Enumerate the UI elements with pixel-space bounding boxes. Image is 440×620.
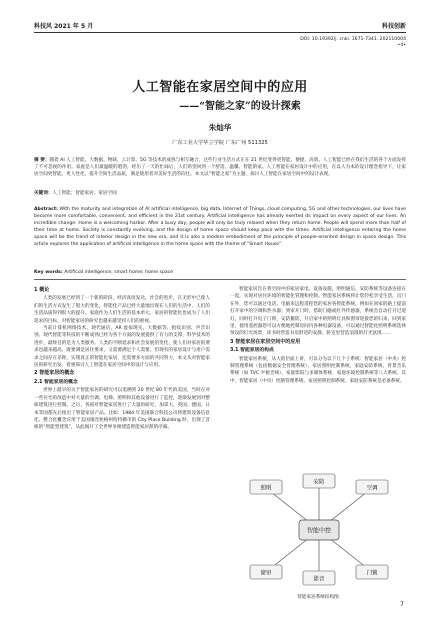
- keywords-text: 人工智能；智能家居；家居空间: [52, 191, 117, 196]
- figure-caption: 智能家居系统结构图: [297, 595, 339, 600]
- device-label: 门锁: [366, 570, 378, 577]
- section-heading: 1 概论: [34, 287, 50, 293]
- abstract-rule: [34, 279, 406, 280]
- running-header: [34, 19, 406, 31]
- author: 朱灿华: [208, 123, 232, 132]
- affiliation: 广东工业大学华立学院 广东广州 511325: [172, 140, 268, 146]
- device-label: 窗帘: [260, 570, 272, 577]
- paragraph: 人类的发展已经到了一个新的阶段，经济高度发达，社会的进步，在无形中已使人们的生活方式发生了很大的变化，智能化产品已经大量地出现在人们的生活中，人们的生活品质得到很大的提升。家庭作为人们生活的基本单元，家居的智能化也成为了人们追求的目标，对智能家居的研究也越来越受到人们的重视。: [34, 296, 210, 324]
- paragraph: 世界上最早的关于智能家居的研究可以追溯到 20 世纪 80 年代的美国，当时在对一些住宅的改造中对大量的空调、电梯、照明和其他设备进行了监控，逐渐发展到对整栋建筑进行控制。之后，各国对智能家居进行了大量的研究，加拿大、英国、德国、日本等国都先后推出了智能家居产品。比如：1984 年美国联合科技公司将建筑设备信息化、整合化概念应用于美国康涅狄格州哈特佛市的 City Place Building 时，出现了首栋的“智能型建筑”，从此揭开了全世界争相建造智能家居派的序幕。: [34, 388, 210, 431]
- device-node: [250, 480, 282, 494]
- subsection-heading: 2.1 智能家居的概念: [34, 379, 78, 385]
- subsection-heading: 3.1 智能家居的构成: [230, 348, 274, 354]
- device-node: [250, 565, 282, 579]
- keywords-en-label: Key words:: [34, 270, 63, 275]
- abstract-chinese: [34, 157, 406, 178]
- doi-line: DOI: 10.19392/j. cnki. 1671-7341. 202110004: [300, 37, 406, 42]
- device-node: [303, 474, 335, 488]
- left-column: [34, 286, 210, 432]
- hub-label: 智能中控: [306, 527, 332, 535]
- header-rule: [34, 32, 406, 33]
- abstract-text: 随着 AI 人工智能、大数据、物联、云计算、5G 等技术的成熟与相互融合，这些行业生活方式正在 21 世纪变得更智能、便捷、高效。人工智能已经在我们生活的各个方面发挥了不可忽视的作用。家庭是人们最温暖的港湾，经历了一天的忙碌后，人们希望回到一个舒适、温馨、智能的家。人工智能在家居设计中的应用，在以人为本的设计理念指导下，让家居空间更智能、更人性化，提升空间生活品质，满足使用者对美好生活的向往。本文以“智能之家”为主题，探讨人工智能在家居空间中的设计表现。: [34, 158, 406, 177]
- right-column: [230, 286, 406, 385]
- keywords-en-text: Artificial intelligence; smart home; home space: [64, 270, 174, 275]
- device-label: 空调: [366, 485, 378, 492]
- section-heading: 2 智能家居的概念: [34, 370, 75, 377]
- abstract-english: [34, 206, 406, 248]
- section-name: 科技创新: [381, 23, 406, 30]
- device-label: 影音: [313, 576, 325, 583]
- doi-page-marker: •4•: [397, 43, 406, 48]
- smart-home-diagram: [236, 468, 402, 592]
- journal-issue: 科技风 2021 年 5 月: [34, 23, 94, 30]
- device-node: [356, 480, 388, 494]
- paper-title: 人工智能在家居空间中的应用: [132, 80, 308, 95]
- device-node: [303, 571, 335, 585]
- hub-node: [299, 520, 339, 540]
- device-label: 安防: [313, 479, 325, 486]
- keywords-english: [34, 269, 406, 276]
- device-label: 照明: [260, 485, 272, 492]
- keywords-label: 关键词：: [34, 191, 53, 196]
- paragraph: 智能家居系统，从大的层面上讲，可以分为以下几个子系统：智能家居（中央）控制管理系统（包括数据安全管理系统）、家居照明控制系统、家庭安防系统、背景音乐系统（如 TVC 平板音响）、家庭影院与多媒体系统、家庭环境控制系统等八大系统。其中，智能家居（中央）控制管理系统、家居照明控制系统、家庭安防系统是必备系统。: [230, 356, 406, 384]
- abstract-en-label: Abstract:: [34, 207, 58, 212]
- abstract-label: 摘 要：: [34, 158, 50, 163]
- paragraph: 当前计算机网络技术、现代通信、AR 虚拟现实、大数据等、指纹识别、声音识别、现代智能等科技的不断成熟已经为各个方面的发展提供了有力的支撑，科学技术的进步，最终目的是为人类服务。人类的不断追求和社会发展的变化，使人们对家居的要求也越来越高，既要满足居住要求，又需要满足个人需要。但现有的家居设计与用户需求之间存在差距，实现真正的智能化家居，还需要多方面的共同努力，本文从对智能家居的研究出发，着重探讨人工智能在家居空间中的设计与应用。: [34, 326, 210, 369]
- doi: [206, 37, 406, 49]
- keywords-chinese: [34, 190, 406, 197]
- page-number: 7: [400, 601, 404, 608]
- section-heading: 3 智能家居在家居空间中的应用: [230, 338, 301, 345]
- paragraph: 智能家居旨在将空间中的家居家电、设备设施、照明通信、安防系统等设备连接在一起，实现对居住环境的智能化管理和控制。智能家居系统将让您轻松享受生活。出门在外，您可以通过电话、电脑来远程遥控您的家居各智能系统，例如在回家的路上提前打开家中的空调和热水器；到家开门时，借助门磁或红外传感器，系统会自动打开过道灯，同时打开电子门锁，安防撤防，开启家中的照明灯具和窗帘迎接您的归来；回到家里，使用遥控器您可以方便地控制房间内各种电器设备，可以通过智能化照明系统选择预设的灯光场景，读书时营造书房舒适的安静，卧室里营造浪漫的灯光氛围……: [230, 287, 406, 337]
- paper-subtitle: ——“智能之家”的设计探索: [179, 101, 301, 112]
- device-node: [356, 565, 388, 579]
- abstract-en-text: With the maturity and integration of AI artificial intelligence, big data, Internet of Things, cloud computing, 5G and other technologies, our lives have become more comfortable, convenient, and efficient in the 21st century. Artificial intelligence has already exerted its impact on every aspect of our lives. An incredible change: Home is a welcoming harbor. After a busy day, people will only be truly relaxed when they return home. People will spend more than half of their time at home. Society is constantly evolving, and the design of home space should keep pace with the times. Artificial intelligence entering the home space will be the trend of interior design in the new era, and it is also a modern embodiment of the principle of people-oriented design in space design. This article explores the application of artificial intelligence in the home space with the theme of "Smart House".: [34, 207, 406, 247]
